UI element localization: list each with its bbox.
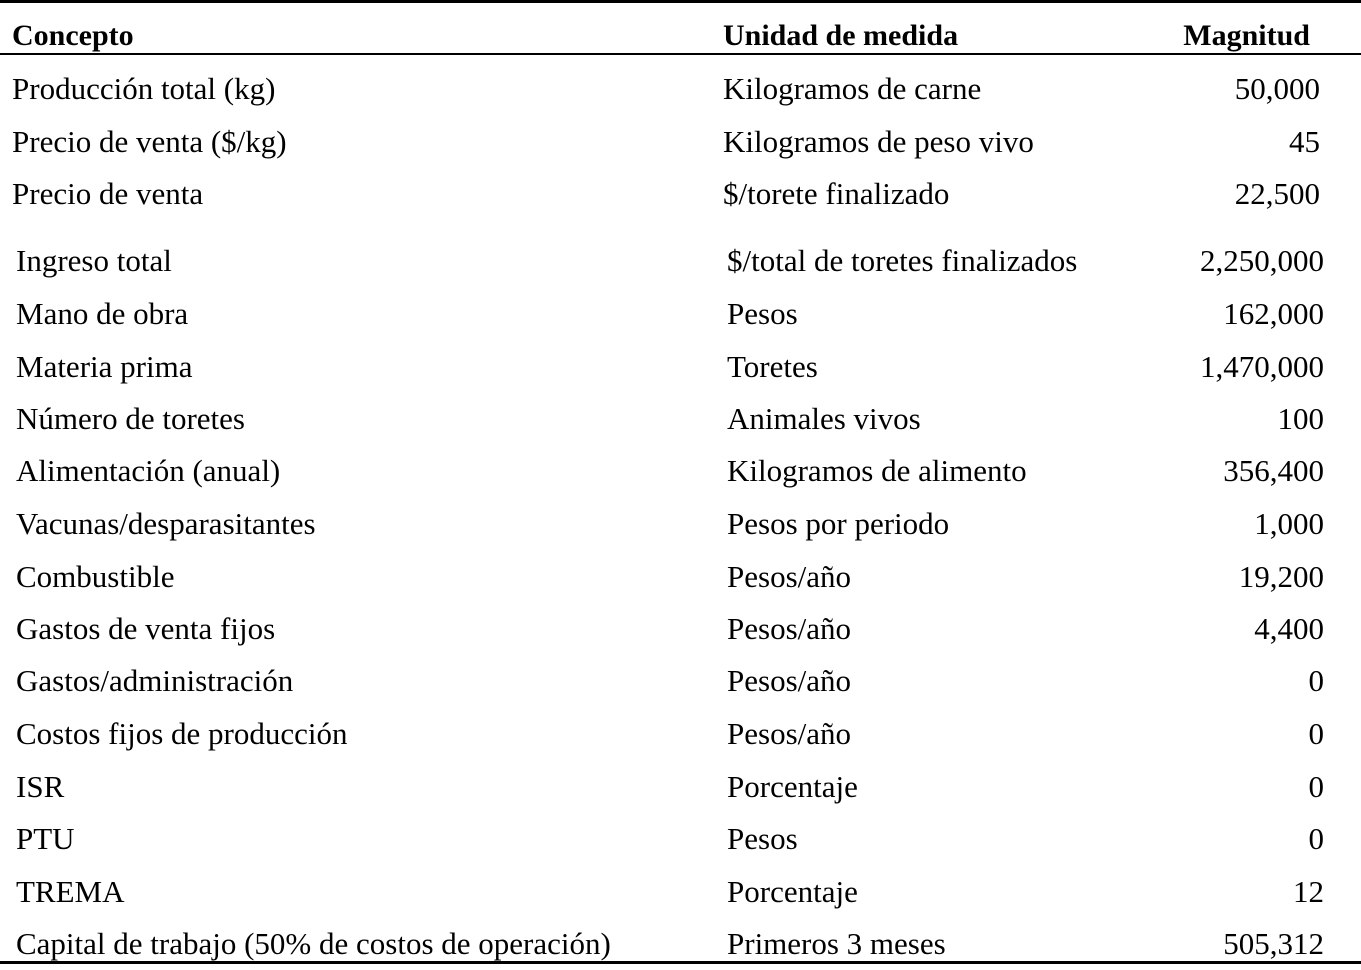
cell-concepto: PTU xyxy=(16,821,75,856)
cell-concepto: Capital de trabajo (50% de costos de operación) xyxy=(16,926,611,961)
header-rule xyxy=(0,53,1361,55)
cell-unidad: Kilogramos de alimento xyxy=(727,453,1027,488)
cell-unidad: Animales vivos xyxy=(727,401,921,436)
cell-unidad: Pesos/año xyxy=(727,663,851,698)
table-row xyxy=(0,288,1361,340)
cell-concepto: Materia prima xyxy=(16,349,193,384)
cell-concepto: ISR xyxy=(16,769,65,804)
cell-magnitud: 100 xyxy=(1277,401,1324,436)
table-bottom-rule xyxy=(0,961,1361,964)
table-row xyxy=(0,498,1361,550)
cell-unidad: Toretes xyxy=(727,349,818,384)
cell-magnitud: 1,470,000 xyxy=(1200,349,1324,384)
cell-magnitud: 50,000 xyxy=(1234,71,1320,106)
cell-unidad: Pesos/año xyxy=(727,716,851,751)
cell-unidad: Porcentaje xyxy=(727,769,858,804)
cell-unidad: Pesos/año xyxy=(727,611,851,646)
cell-magnitud: 22,500 xyxy=(1234,176,1320,211)
cell-concepto: Alimentación (anual) xyxy=(16,453,281,488)
table-row xyxy=(0,445,1361,497)
cell-magnitud: 0 xyxy=(1308,716,1324,751)
cell-magnitud: 2,250,000 xyxy=(1200,243,1324,278)
cell-concepto: Costos fijos de producción xyxy=(16,716,348,751)
cell-concepto: Combustible xyxy=(16,559,175,594)
cell-concepto: Producción total (kg) xyxy=(12,71,276,106)
cell-magnitud: 0 xyxy=(1308,769,1324,804)
cell-magnitud: 45 xyxy=(1289,124,1320,159)
cell-unidad: Pesos xyxy=(727,821,798,856)
cell-magnitud: 19,200 xyxy=(1238,559,1324,594)
cell-unidad: Primeros 3 meses xyxy=(727,926,946,961)
header-unidad: Unidad de medida xyxy=(723,19,959,52)
cell-concepto: Mano de obra xyxy=(16,296,189,331)
table-row xyxy=(0,168,1361,220)
table-row xyxy=(0,116,1361,168)
cell-magnitud: 1,000 xyxy=(1254,506,1324,541)
table-row xyxy=(0,235,1361,287)
cell-concepto: Precio de venta xyxy=(12,176,204,211)
cell-unidad: Porcentaje xyxy=(727,874,858,909)
cell-magnitud: 162,000 xyxy=(1223,296,1324,331)
cell-concepto: Vacunas/desparasitantes xyxy=(16,506,316,541)
cell-unidad: Kilogramos de carne xyxy=(723,71,982,106)
cell-concepto: Número de toretes xyxy=(16,401,245,436)
table-row xyxy=(0,708,1361,760)
cell-concepto: Precio de venta ($/kg) xyxy=(12,124,287,159)
cell-unidad: Kilogramos de peso vivo xyxy=(723,124,1034,159)
cell-magnitud: 12 xyxy=(1293,874,1324,909)
table-row xyxy=(0,866,1361,918)
cell-unidad: $/total de toretes finalizados xyxy=(727,243,1078,278)
cell-unidad: $/torete finalizado xyxy=(723,176,950,211)
cell-concepto: Gastos/administración xyxy=(16,663,294,698)
cell-magnitud: 0 xyxy=(1308,663,1324,698)
cell-magnitud: 356,400 xyxy=(1223,453,1324,488)
cell-unidad: Pesos por periodo xyxy=(727,506,950,541)
table-top-rule xyxy=(0,0,1361,3)
cell-concepto: Ingreso total xyxy=(16,243,172,278)
cell-magnitud: 0 xyxy=(1308,821,1324,856)
cell-unidad: Pesos/año xyxy=(727,559,851,594)
table-row xyxy=(0,603,1361,655)
header-magnitud: Magnitud xyxy=(1183,19,1310,52)
cell-concepto: Gastos de venta fijos xyxy=(16,611,276,646)
table-row xyxy=(0,761,1361,813)
table-row xyxy=(0,341,1361,393)
table-row xyxy=(0,63,1361,115)
cell-magnitud: 505,312 xyxy=(1223,926,1324,961)
header-concepto: Concepto xyxy=(12,19,134,52)
table-row xyxy=(0,393,1361,445)
cell-concepto: TREMA xyxy=(16,874,125,909)
cell-magnitud: 4,400 xyxy=(1254,611,1324,646)
table-row xyxy=(0,813,1361,865)
table-row xyxy=(0,551,1361,603)
cell-unidad: Pesos xyxy=(727,296,798,331)
table-row xyxy=(0,655,1361,707)
